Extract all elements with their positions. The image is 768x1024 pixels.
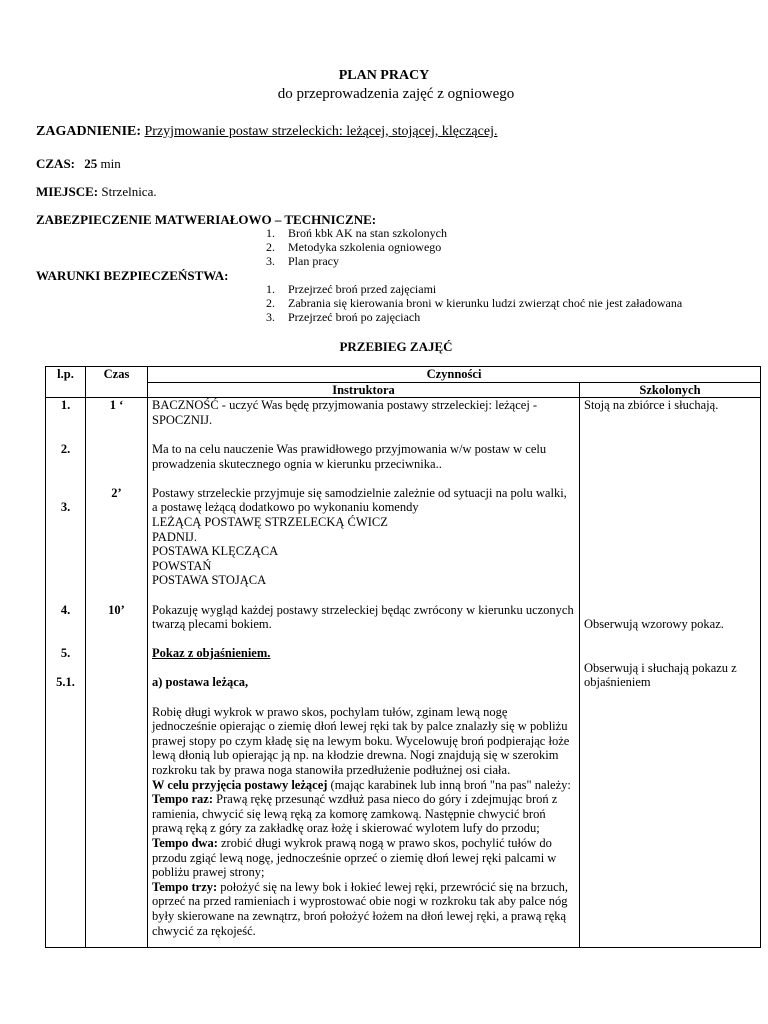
page-subtitle: do przeprowadzenia zajęć z ogniowego: [277, 86, 515, 102]
czas-value: 25: [84, 156, 98, 171]
list-text: Przejrzeć broń przed zajęciami: [288, 282, 437, 296]
instruktora-cell: [148, 398, 580, 948]
list-text: Broń kbk AK na stan szkolonych: [288, 226, 447, 240]
szkol-note: Obserwują i słuchają pokazu z objaśnieniem: [584, 660, 737, 690]
instr-paragraph: Robię długi wykrok w prawo skos, pochylam tułów, zginam lewą nogę jednocześnie opierając o ziemię dłoń lewej ręki tak by palce znalazły się w pobliżu prawej stopy po czym kładę się na lewym boku. Wycelowuję broń podpierając łoże lewą dłonią lub opierając ją np. na kłodzie drewna. Nogi znajdują się w szerokim rozkroku tak by prawa noga stanowiła przedłużenie podłużnej osi ciała.: [152, 704, 570, 778]
instr-command: POWSTAŃ: [152, 558, 212, 573]
zabezpieczenie-label: ZABEZPIECZENIE MATWERIAŁOWO – TECHNICZNE:: [36, 212, 377, 227]
miejsce-label: MIEJSCE:: [36, 184, 99, 199]
header-czynnosci: Czynności: [148, 367, 761, 383]
miejsce-line: [36, 184, 157, 200]
instr-text: położyć się na lewy bok i łokieć lewej ręki, przewrócić się na brzuch, oprzeć na przed ramieniach i wyprostować obie nogi w rozkroku tak aby palce nóg były skierowane na zewnątrz, broń położyć łożem na dłoń lewej ręki, a prawą ręką chwycić za rękojeść.: [152, 879, 569, 938]
list-number: 2.: [266, 240, 275, 254]
instr-paragraph: Ma to na celu nauczenie Was prawidłowego przyjmowania w/w postaw w celu prowadzenia skutecznego ognia w kierunku przeciwnika..: [152, 441, 547, 471]
miejsce-value: Strzelnica.: [101, 184, 157, 199]
czas-1: 1 ‘: [109, 398, 124, 413]
instr-subheading: a) postawa leżąca,: [152, 675, 249, 690]
header-lp: l.p.: [46, 367, 86, 398]
instr-bold: Tempo trzy:: [152, 879, 218, 894]
instr-paragraph: Postawy strzeleckie przyjmuje się samodzielnie zależnie od sytuacji na polu walki, a postawę leżącą dodatkowo po wykonaniu komendy: [152, 485, 567, 515]
lp-5: 5.: [60, 646, 71, 661]
list-number: 1.: [266, 282, 275, 296]
zagadnienie-line: [36, 124, 497, 140]
instr-bold: Tempo raz:: [152, 792, 213, 807]
warunki-label: WARUNKI BEZPIECZEŃSTWA:: [36, 268, 229, 283]
header-szkolonych: Szkolonych: [580, 382, 761, 398]
przebieg-title: PRZEBIEG ZAJĘĆ: [339, 339, 453, 354]
warunki-item: [266, 310, 420, 325]
instr-bold: Tempo dwa:: [152, 836, 218, 850]
list-text: Plan pracy: [288, 254, 339, 268]
header-instruktora: Instruktora: [148, 382, 580, 398]
list-number: 3.: [266, 254, 275, 268]
instr-paragraph: [152, 778, 575, 793]
instr-paragraph: BACZNOŚĆ - uczyć Was będę przyjmowania postawy strzeleckiej: leżącej - SPOCZNIJ.: [152, 398, 538, 427]
list-text: Zabrania się kierowania broni w kierunku ludzi zwierząt choć nie jest załadowana: [288, 296, 683, 310]
instr-command: LEŻĄCĄ POSTAWĘ STRZELECKĄ ĆWICZ: [152, 514, 388, 529]
table-header-row: [46, 367, 761, 383]
zabezpieczenie-item: [266, 254, 339, 269]
szkol-note: Obserwują wzorowy pokaz.: [584, 617, 724, 632]
lp-cell: [46, 398, 86, 948]
table-subheader-row: [46, 382, 761, 398]
czas-cell: [86, 398, 148, 948]
list-number: 1.: [266, 226, 275, 240]
instr-command: PADNIJ.: [152, 529, 198, 544]
szkolonych-cell: [580, 398, 761, 948]
przebieg-table: [45, 366, 761, 948]
zagadnienie-value: Przyjmowanie postaw strzeleckich: leżącej, stojącej, klęczącej.: [144, 124, 498, 139]
instr-text: (mając karabinek lub inną broń "na pas" należy:: [327, 777, 571, 792]
list-number: 2.: [266, 296, 275, 310]
czas-label: CZAS:: [36, 156, 76, 171]
instr-paragraph: Pokazuję wygląd każdej postawy strzeleckiej będąc zwrócony w kierunku uczonych twarzą plecami bokiem.: [152, 602, 574, 632]
lp-3: 3.: [60, 500, 71, 515]
instr-text: Prawą rękę przesunąć wzdłuż pasa nieco do góry i zdejmując broń z ramienia, chwycić się lewą ręką za komorę zamkową. Następnie chwycić broń prawą ręką z góry za zakładkę oraz łożę i skierować wylotem lufy do przodu;: [152, 792, 558, 836]
warunki-item: [266, 282, 436, 297]
list-text: Przejrzeć broń po zajęciach: [288, 310, 421, 324]
zabezpieczenie-item: [266, 226, 447, 241]
czas-line: [36, 156, 121, 172]
instr-heading: Pokaz z objaśnieniem.: [152, 646, 271, 661]
list-text: Metodyka szkolenia ogniowego: [288, 240, 442, 254]
zabezpieczenie-item: [266, 240, 441, 255]
szkol-note: Stoją na zbiórce i słuchają.: [584, 398, 719, 413]
header-czas: Czas: [86, 367, 148, 398]
czas-unit: min: [100, 156, 121, 171]
lp-1: 1.: [60, 398, 71, 413]
list-number: 3.: [266, 310, 275, 324]
czas-3: 10’: [108, 602, 125, 617]
instr-paragraph: [152, 792, 575, 836]
instr-paragraph: [152, 880, 575, 938]
instr-bold: W celu przyjęcia postawy leżącej: [152, 777, 328, 792]
lp-4: 4.: [60, 602, 71, 617]
instr-command: POSTAWA STOJĄCA: [152, 573, 267, 588]
zagadnienie-label: ZAGADNIENIE:: [36, 124, 142, 139]
lp-5-1: 5.1.: [56, 675, 75, 690]
lp-2: 2.: [60, 441, 71, 456]
warunki-item: [266, 296, 682, 311]
table-row: [46, 398, 761, 948]
page-title: PLAN PRACY: [338, 68, 430, 83]
czas-2: 2’: [111, 485, 122, 500]
instr-text: zrobić długi wykrok prawą nogą w prawo skos, pochylić tułów do przodu zgiąć lewą nogę, jednocześnie oprzeć o ziemię dłoń lewej ręki palcami w pobliżu prawej strony;: [152, 836, 557, 880]
instr-command: POSTAWA KLĘCZĄCA: [152, 544, 279, 559]
instr-paragraph: [152, 836, 575, 880]
